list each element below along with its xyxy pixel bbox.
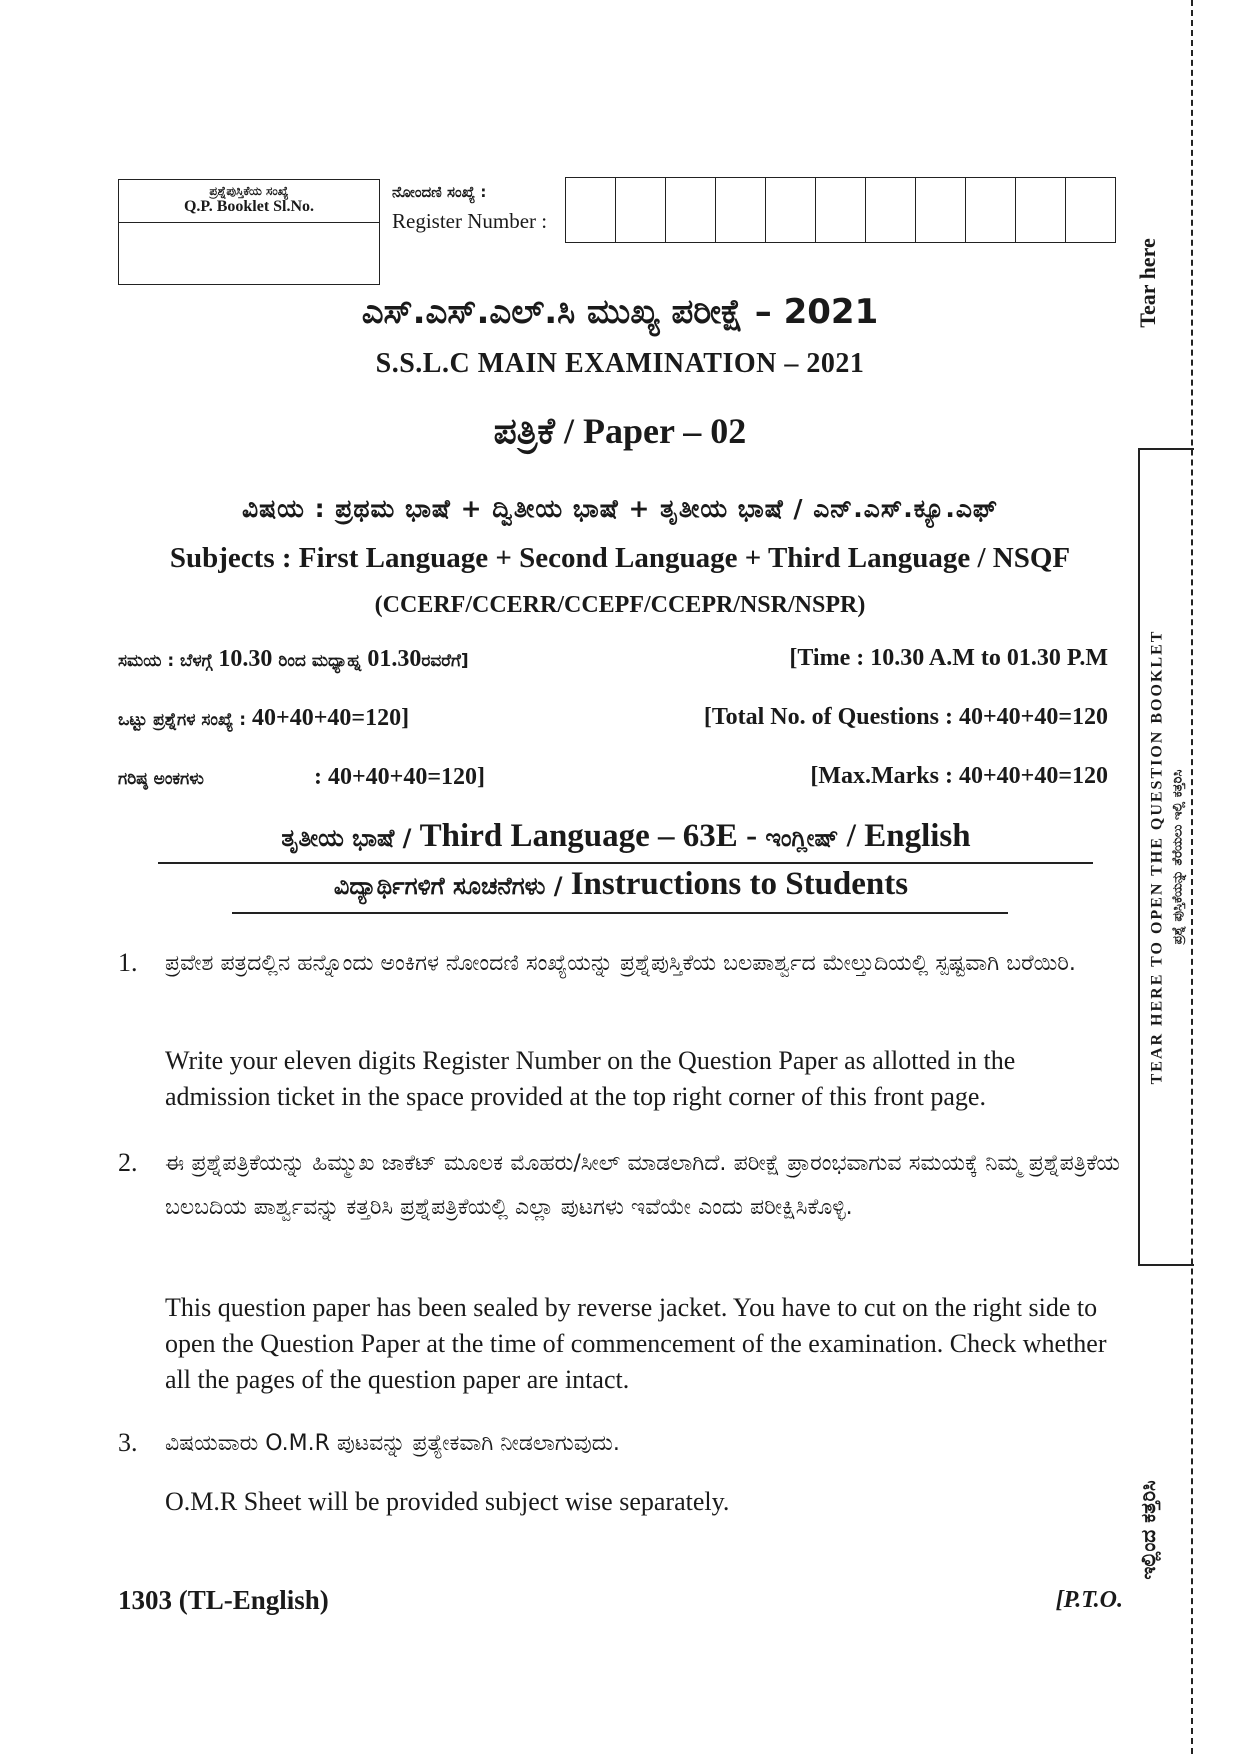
marks-kn-value: : 40+40+40=120] [314, 764, 486, 790]
register-digit-cell[interactable] [566, 178, 615, 242]
tear-here-text: Tear here [1135, 238, 1160, 328]
instruction-number: 2. [118, 1148, 138, 1177]
exam-title-kn: ಎಸ್.ಎಸ್.ಎಲ್.ಸಿ ಮುಖ್ಯ ಪರೀಕ್ಷೆ – 2021 [361, 292, 879, 332]
language-heading [160, 818, 1092, 855]
booklet-number-header [119, 180, 379, 223]
instruction-en: O.M.R Sheet will be provided subject wise separately. [165, 1487, 730, 1516]
marks-kn-label: ಗರಿಷ್ಠ ಅಂಕಗಳು [118, 769, 204, 789]
tear-box-kn: ಪ್ರಶ್ನೆ ಪುಸ್ತಿಕೆಯನ್ನು ತೆರೆಯಲು ಇಲ್ಲಿ ಕತ್ತರಿಸಿ [1170, 769, 1186, 945]
booklet-label-en: Q.P. Booklet Sl.No. [183, 198, 315, 215]
paper-number: ಪತ್ರಿಕೆ / Paper – 02 [493, 411, 747, 451]
time-kn-suffix: ರವರೆಗೆ] [421, 651, 469, 671]
register-digit-cell[interactable] [915, 178, 965, 242]
time-en: [Time : 10.30 A.M to 01.30 P.M [789, 645, 1108, 671]
subjects-en: Subjects : First Language + Second Language + Third Language / NSQF [169, 542, 1071, 574]
questions-kn-value: 40+40+40=120] [252, 705, 410, 731]
register-digit-cell[interactable] [715, 178, 765, 242]
marks-en: [Max.Marks : 40+40+40=120 [810, 763, 1108, 789]
instruction-en: Write your eleven digits Register Number on the Question Paper as allotted in the admission ticket in the space provided at the top right corner of this front page. [165, 1046, 1016, 1111]
instructions-heading [236, 866, 1006, 903]
heading-underline [232, 912, 1008, 914]
register-digit-cell[interactable] [815, 178, 865, 242]
subject-codes: (CCERF/CCERR/CCEPF/CCEPR/NSR/NSPR) [374, 592, 866, 618]
time-kn-label: ಸಮಯ : ಬೆಳಗ್ಗೆ [118, 651, 213, 671]
paper-code: 1303 (TL-English) [118, 1585, 329, 1615]
marks-kn [118, 764, 485, 791]
cut-here-text: ಇಲ್ಲಿಂದ ಕತ್ತರಿಸಿ [1136, 1480, 1160, 1580]
booklet-label-kn: ಪ್ರಶ್ನೆಪುಸ್ತಿಕೆಯ ಸಂಖ್ಯೆ [209, 184, 289, 198]
pto-label: [P.T.O. [1055, 1587, 1123, 1613]
register-digit-cell[interactable] [665, 178, 715, 242]
language-kn2: ಇಂಗ್ಲೀಷ್ [765, 824, 839, 852]
exam-title-en: S.S.L.C MAIN EXAMINATION – 2021 [375, 348, 865, 379]
time-kn-mid: ರಿಂದ ಮಧ್ಯಾಹ್ನ [278, 651, 362, 671]
cut-here-label [1128, 1455, 1168, 1605]
tear-instruction-box[interactable] [1138, 448, 1194, 1266]
tear-box-text [1149, 630, 1186, 1085]
register-digit-cell[interactable] [1065, 178, 1115, 242]
subjects-kn: ವಿಷಯ : ಪ್ರಥಮ ಭಾಷೆ + ದ್ವಿತೀಯ ಭಾಷೆ + ತೃತೀಯ ಭಾಷೆ / ಎನ್.ಎಸ್.ಕ್ಯೂ.ಎಫ್ [241, 494, 999, 523]
time-kn-value: 10.30 [218, 646, 273, 672]
register-digit-cell[interactable] [965, 178, 1015, 242]
instruction-en: This question paper has been sealed by reverse jacket. You have to cut on the right side to open the Question Paper at the time of commencement of the examination. Check whether all the pages of the question paper are intact. [165, 1293, 1107, 1394]
register-digit-cell[interactable] [615, 178, 665, 242]
register-number-grid [565, 177, 1116, 243]
register-digit-cell[interactable] [765, 178, 815, 242]
language-kn: ತೃತೀಯ ಭಾಷೆ / [281, 824, 412, 852]
instructions-heading-en: Instructions to Students [570, 866, 909, 902]
booklet-number-box [118, 179, 380, 285]
instruction-number: 3. [118, 1428, 138, 1457]
heading-underline [158, 862, 1093, 864]
register-digit-cell[interactable] [1015, 178, 1065, 242]
time-kn-end: 01.30 [367, 646, 422, 672]
instruction-kn: ಪ್ರವೇಶ ಪತ್ರದಲ್ಲಿನ ಹನ್ನೊಂದು ಅಂಕಿಗಳ ನೋಂದಣಿ ಸಂಖ್ಯೆಯನ್ನು ಪ್ರಶ್ನೆಪುಸ್ತಿಕೆಯ ಬಲಪಾರ್ಶ್ವದ ಮೇಲ್ತುದಿಯಲ್ಲಿ ಸ್ಪಷ್ಟವಾಗಿ ಬರೆಯಿರಿ. [165, 951, 1076, 976]
time-kn [118, 646, 469, 673]
tear-here-label [1128, 228, 1168, 338]
booklet-number-value[interactable] [119, 223, 379, 283]
register-label-kn: ನೋಂದಣಿ ಸಂಖ್ಯೆ : [392, 183, 487, 201]
questions-en: [Total No. of Questions : 40+40+40=120 [703, 704, 1108, 730]
tear-box-en: TEAR HERE TO OPEN THE QUESTION BOOKLET [1148, 629, 1166, 1085]
register-label-en: Register Number : [392, 209, 548, 233]
language-en2: / English [846, 818, 971, 854]
instruction-kn: ಈ ಪ್ರಶ್ನೆಪತ್ರಿಕೆಯನ್ನು ಹಿಮ್ಮುಖ ಜಾಕೆಟ್ ಮೂಲಕ ಮೊಹರು/ಸೀಲ್ ಮಾಡಲಾಗಿದೆ. ಪರೀಕ್ಷೆ ಪ್ರಾರಂಭವಾಗುವ ಸಮಯಕ್ಕೆ ನಿಮ್ಮ ಪ್ರಶ್ನೆಪತ್ರಿಕೆಯ ಬಲಬದಿಯ ಪಾರ್ಶ್ವವನ್ನು ಕತ್ತರಿಸಿ ಪ್ರಶ್ನೆಪತ್ರಿಕೆಯಲ್ಲಿ ಎಲ್ಲಾ ಪುಟಗಳು ಇವೆಯೇ ಎಂದು ಪರೀಕ್ಷಿಸಿಕೊಳ್ಳಿ. [165, 1151, 1120, 1220]
register-digit-cell[interactable] [865, 178, 915, 242]
questions-kn [118, 705, 409, 732]
instructions-heading-kn: ವಿದ್ಯಾರ್ಥಿಗಳಿಗೆ ಸೂಚನೆಗಳು / [333, 872, 563, 900]
language-en: Third Language – 63E - [419, 818, 758, 854]
instruction-kn: ವಿಷಯವಾರು O.M.R ಪುಟವನ್ನು ಪ್ರತ್ಯೇಕವಾಗಿ ನೀಡಲಾಗುವುದು. [165, 1431, 620, 1456]
questions-kn-label: ಒಟ್ಟು ಪ್ರಶ್ನೆಗಳ ಸಂಖ್ಯೆ : [118, 710, 247, 730]
instruction-number: 1. [118, 948, 138, 977]
